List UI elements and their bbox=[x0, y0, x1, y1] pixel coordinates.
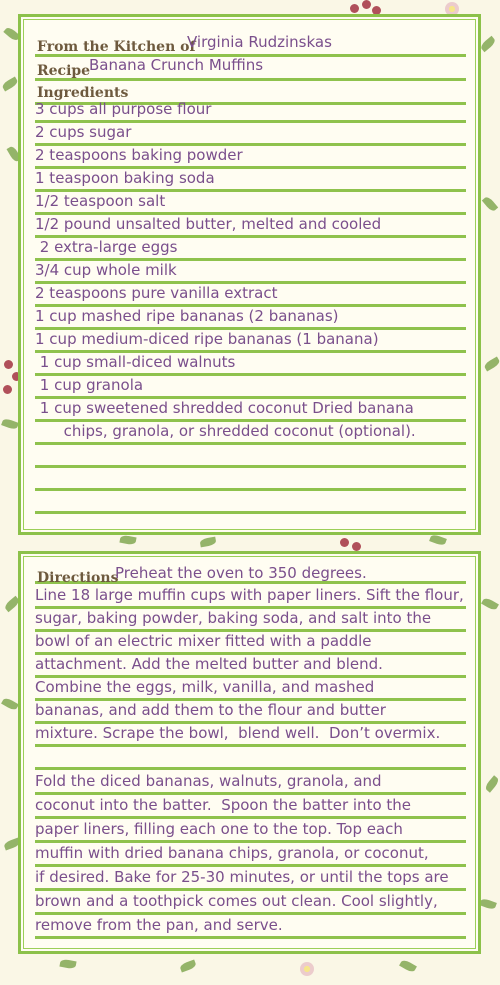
ingredient-item: 1 cup mashed ripe bananas (2 bananas) bbox=[35, 307, 339, 325]
direction-line: sugar, baking powder, baking soda, and salt into the bbox=[35, 609, 432, 627]
recipe-row bbox=[35, 57, 466, 81]
direction-line: Fold the diced bananas, walnuts, granola, and bbox=[35, 772, 382, 790]
direction-line: brown and a toothpick comes out clean. Cool slightly, bbox=[35, 892, 438, 910]
recipe-card-ingredients bbox=[18, 14, 481, 535]
ingredient-item: 1 cup small-diced walnuts bbox=[35, 353, 236, 371]
ingredient-item: 1 cup medium-diced ripe bananas (1 banana) bbox=[35, 330, 379, 348]
direction-line: if desired. Bake for 25-30 minutes, or until the tops are bbox=[35, 868, 449, 886]
directions-first-line: Preheat the oven to 350 degrees. bbox=[115, 564, 367, 582]
ingredient-item: 2 teaspoons pure vanilla extract bbox=[35, 284, 278, 302]
ingredient-item: 1/2 pound unsalted butter, melted and cooled bbox=[35, 215, 382, 233]
direction-line: Combine the eggs, milk, vanilla, and mashed bbox=[35, 678, 375, 696]
ingredient-item: 1 cup granola bbox=[35, 376, 144, 394]
from-kitchen-row bbox=[35, 33, 466, 57]
direction-line: attachment. Add the melted butter and blend. bbox=[35, 655, 383, 673]
direction-line: Line 18 large muffin cups with paper liners. Sift the flour, bbox=[35, 586, 464, 604]
direction-line: muffin with dried banana chips, granola, or coconut, bbox=[35, 844, 429, 862]
direction-line: coconut into the batter. Spoon the batter into the bbox=[35, 796, 412, 814]
directions-header-row bbox=[35, 560, 466, 584]
from-kitchen-label: From the Kitchen of bbox=[37, 39, 196, 55]
recipe-value: Banana Crunch Muffins bbox=[89, 56, 264, 74]
direction-line: bananas, and add them to the flour and butter bbox=[35, 701, 386, 719]
direction-line: remove from the pan, and serve. bbox=[35, 916, 283, 934]
ingredient-item: 2 teaspoons baking powder bbox=[35, 146, 243, 164]
ingredient-item: 1/2 teaspoon salt bbox=[35, 192, 166, 210]
ingredient-item: 2 extra-large eggs bbox=[35, 238, 178, 256]
recipe-label: Recipe bbox=[37, 63, 91, 79]
direction-line: mixture. Scrape the bowl, blend well. Don’t overmix. bbox=[35, 724, 441, 742]
from-kitchen-value: Virginia Rudzinskas bbox=[187, 33, 332, 51]
direction-line: bowl of an electric mixer fitted with a paddle bbox=[35, 632, 372, 650]
ingredient-item: 1 teaspoon baking soda bbox=[35, 169, 215, 187]
ingredient-item: chips, granola, or shredded coconut (optional). bbox=[35, 422, 416, 440]
direction-line: paper liners, filling each one to the top. Top each bbox=[35, 820, 403, 838]
directions-label: Directions bbox=[37, 570, 119, 586]
ingredients-label: Ingredients bbox=[37, 85, 129, 101]
ingredient-item: 3 cups all purpose flour bbox=[35, 100, 212, 118]
ingredient-item: 3/4 cup whole milk bbox=[35, 261, 177, 279]
ingredient-item: 2 cups sugar bbox=[35, 123, 132, 141]
ingredient-item: 1 cup sweetened shredded coconut Dried banana bbox=[35, 399, 414, 417]
recipe-card-directions bbox=[18, 551, 481, 954]
